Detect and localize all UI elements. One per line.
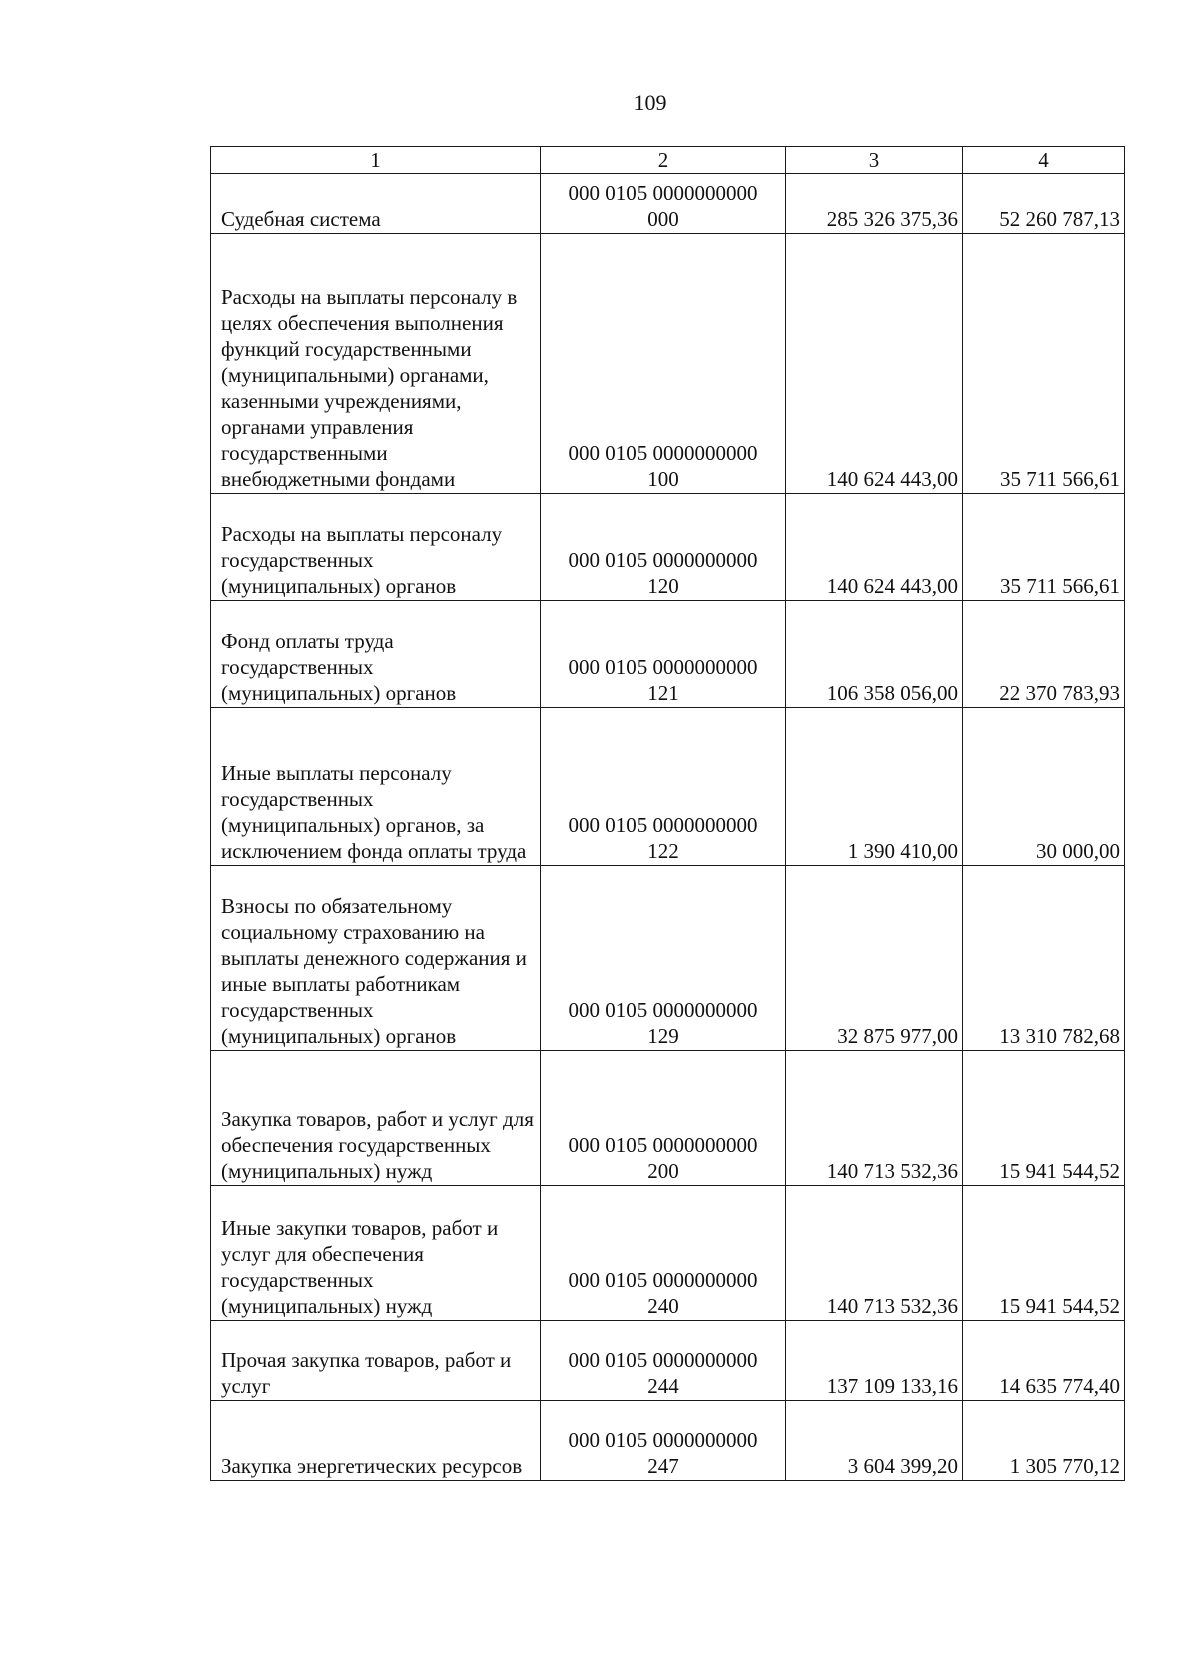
row-code xyxy=(541,1401,786,1481)
row-code xyxy=(541,866,786,1051)
row-value-col4: 15 941 544,52 xyxy=(963,1186,1125,1321)
table-row xyxy=(211,1186,1125,1321)
row-name: Закупка товаров, работ и услуг для обеспечения государственных (муниципальных) нужд xyxy=(211,1051,541,1186)
code-line-1: 000 0105 0000000000 xyxy=(568,998,758,1022)
row-code xyxy=(541,1186,786,1321)
row-name: Иные закупки товаров, работ и услуг для обеспечения государственных (муниципальных) нужд xyxy=(211,1186,541,1321)
page-number: 109 xyxy=(633,90,667,115)
table-row xyxy=(211,174,1125,234)
code-line-1: 000 0105 0000000000 xyxy=(568,655,758,679)
table-row xyxy=(211,234,1125,494)
row-value-col4: 15 941 544,52 xyxy=(963,1051,1125,1186)
code-line-2: 121 xyxy=(647,681,679,705)
row-name: Фонд оплаты труда государственных (муниципальных) органов xyxy=(211,601,541,708)
row-code xyxy=(541,601,786,708)
row-value-col4: 13 310 782,68 xyxy=(963,866,1125,1051)
code-line-1: 000 0105 0000000000 xyxy=(568,181,758,205)
row-code xyxy=(541,174,786,234)
row-code xyxy=(541,708,786,866)
row-value-col4: 22 370 783,93 xyxy=(963,601,1125,708)
table-row xyxy=(211,494,1125,601)
row-value-col3: 137 109 133,16 xyxy=(786,1321,963,1401)
budget-table xyxy=(210,146,1125,1481)
row-value-col3: 3 604 399,20 xyxy=(786,1401,963,1481)
row-code xyxy=(541,234,786,494)
code-line-2: 122 xyxy=(647,839,679,863)
row-value-col3: 140 713 532,36 xyxy=(786,1186,963,1321)
row-name: Расходы на выплаты персоналу в целях обеспечения выполнения функций государственными (муниципальными) органами, казенными учреждениями, органами управления государственными внебюджетными фондами xyxy=(211,234,541,494)
row-value-col4: 35 711 566,61 xyxy=(963,234,1125,494)
table-row xyxy=(211,1051,1125,1186)
code-line-2: 129 xyxy=(647,1024,679,1048)
code-line-2: 200 xyxy=(647,1159,679,1183)
row-code xyxy=(541,494,786,601)
code-line-1: 000 0105 0000000000 xyxy=(568,1428,758,1452)
code-line-2: 240 xyxy=(647,1294,679,1318)
row-name: Взносы по обязательному социальному страхованию на выплаты денежного содержания и иные выплаты работникам государственных (муниципальных) органов xyxy=(211,866,541,1051)
row-name: Прочая закупка товаров, работ и услуг xyxy=(211,1321,541,1401)
column-header-4: 4 xyxy=(963,147,1125,174)
table-row xyxy=(211,1321,1125,1401)
row-value-col3: 285 326 375,36 xyxy=(786,174,963,234)
row-name: Иные выплаты персоналу государственных (муниципальных) органов, за исключением фонда оплаты труда xyxy=(211,708,541,866)
row-value-col4: 14 635 774,40 xyxy=(963,1321,1125,1401)
code-line-1: 000 0105 0000000000 xyxy=(568,813,758,837)
row-value-col4: 52 260 787,13 xyxy=(963,174,1125,234)
row-value-col4: 30 000,00 xyxy=(963,708,1125,866)
row-name: Расходы на выплаты персоналу государственных (муниципальных) органов xyxy=(211,494,541,601)
column-header-1: 1 xyxy=(211,147,541,174)
row-code xyxy=(541,1051,786,1186)
code-line-1: 000 0105 0000000000 xyxy=(568,1268,758,1292)
code-line-1: 000 0105 0000000000 xyxy=(568,441,758,465)
code-line-2: 100 xyxy=(647,467,679,491)
row-value-col3: 140 624 443,00 xyxy=(786,494,963,601)
table-row xyxy=(211,866,1125,1051)
row-name: Судебная система xyxy=(211,174,541,234)
row-value-col3: 106 358 056,00 xyxy=(786,601,963,708)
row-code xyxy=(541,1321,786,1401)
row-value-col3: 140 624 443,00 xyxy=(786,234,963,494)
row-value-col4: 35 711 566,61 xyxy=(963,494,1125,601)
code-line-1: 000 0105 0000000000 xyxy=(568,1348,758,1372)
row-value-col3: 32 875 977,00 xyxy=(786,866,963,1051)
table-row xyxy=(211,1401,1125,1481)
table-row xyxy=(211,601,1125,708)
code-line-2: 244 xyxy=(647,1374,679,1398)
row-value-col4: 1 305 770,12 xyxy=(963,1401,1125,1481)
code-line-2: 247 xyxy=(647,1454,679,1478)
row-value-col3: 1 390 410,00 xyxy=(786,708,963,866)
row-name: Закупка энергетических ресурсов xyxy=(211,1401,541,1481)
column-header-3: 3 xyxy=(786,147,963,174)
code-line-1: 000 0105 0000000000 xyxy=(568,1133,758,1157)
code-line-1: 000 0105 0000000000 xyxy=(568,548,758,572)
header-row xyxy=(211,147,1125,174)
column-header-2: 2 xyxy=(541,147,786,174)
code-line-2: 000 xyxy=(647,207,679,231)
table-row xyxy=(211,708,1125,866)
code-line-2: 120 xyxy=(647,574,679,598)
row-value-col3: 140 713 532,36 xyxy=(786,1051,963,1186)
